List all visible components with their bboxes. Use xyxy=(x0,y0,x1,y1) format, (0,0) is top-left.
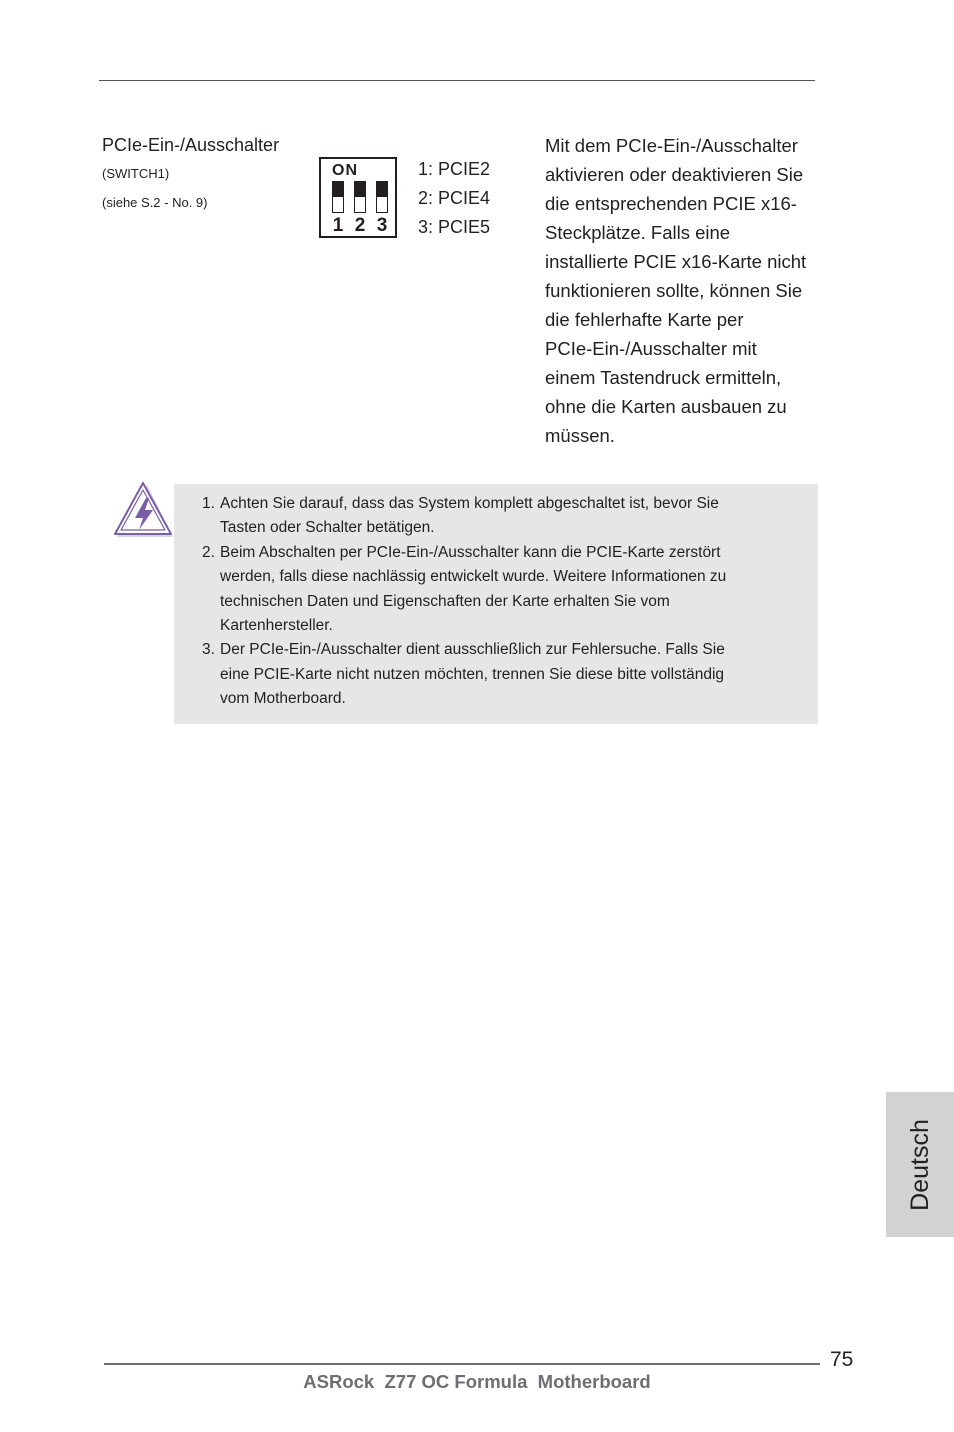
switch-knob-3 xyxy=(376,181,388,197)
section-title: PCIe-Ein-/Ausschalter xyxy=(102,135,280,155)
note-line: Achten Sie darauf, dass das System komplett abgeschaltet ist, bevor Sie xyxy=(220,495,719,512)
switch-knob-2 xyxy=(354,181,366,197)
note-line: Tasten oder Schalter betätigen. xyxy=(220,519,435,537)
switch-knob-1 xyxy=(332,181,344,197)
top-rule xyxy=(99,80,815,81)
description-line: Mit dem PCIe-Ein-/Ausschalter xyxy=(545,135,798,156)
switch-number-3: 3 xyxy=(376,215,388,236)
bottom-rule xyxy=(104,1363,820,1365)
note-line: eine PCIE-Karte nicht nutzen möchten, trennen Sie diese bitte vollständig xyxy=(220,665,725,683)
description-text xyxy=(545,131,825,450)
dip-switch-diagram xyxy=(319,157,397,238)
note-line: Der PCIe-Ein-/Ausschalter dient ausschließlich zur Fehlersuche. Falls Sie xyxy=(220,641,725,659)
switch-on-label: ON xyxy=(332,162,358,179)
pcie-mapping-item: 2: PCIE4 xyxy=(418,188,491,208)
description-line: installierte PCIE x16-Karte nicht xyxy=(545,251,807,272)
description-line: PCIe-Ein-/Ausschalter mit xyxy=(545,338,757,359)
note-line: vom Motherboard. xyxy=(220,690,346,708)
switch-id: (SWITCH1) xyxy=(102,166,170,181)
description-line: ohne die Karten ausbauen zu xyxy=(545,396,787,417)
language-tab-label: Deutsch xyxy=(906,1118,934,1211)
notes-list xyxy=(202,492,802,712)
pcie-mapping-list xyxy=(418,155,490,242)
description-line: funktionieren sollte, können Sie xyxy=(545,280,803,301)
description-line: einem Tastendruck ermitteln, xyxy=(545,367,782,388)
switch-number-2: 2 xyxy=(354,215,366,236)
note-line: technischen Daten und Eigenschaften der Karte erhalten Sie vom xyxy=(220,592,670,610)
note-item xyxy=(202,638,802,711)
warning-triangle-lightning-icon xyxy=(113,482,175,540)
switch-number-1: 1 xyxy=(332,215,344,236)
page-number: 75 xyxy=(830,1348,854,1371)
language-tab xyxy=(886,1092,954,1237)
description-line: aktivieren oder deaktivieren Sie xyxy=(545,164,804,185)
switch-slot-3 xyxy=(376,181,388,213)
note-line: Kartenhersteller. xyxy=(220,617,333,635)
note-number: 1. xyxy=(202,495,215,512)
note-item xyxy=(202,492,802,541)
note-number: 2. xyxy=(202,543,215,561)
description-line: die fehlerhafte Karte per xyxy=(545,309,744,330)
description-line: müssen. xyxy=(545,425,615,446)
pcie-mapping-item: 1: PCIE2 xyxy=(418,159,491,179)
note-item xyxy=(202,541,802,639)
note-number: 3. xyxy=(202,641,215,659)
note-line: Beim Abschalten per PCIe-Ein-/Ausschalter kann die PCIE-Karte zerstört xyxy=(220,543,721,561)
pcie-mapping-item: 3: PCIE5 xyxy=(418,217,491,237)
description-line: Steckplätze. Falls eine xyxy=(545,222,731,243)
note-line: werden, falls diese nachlässig entwickelt wurde. Weitere Informationen zu xyxy=(220,568,727,586)
page-reference: (siehe S.2 - No. 9) xyxy=(102,195,208,210)
switch-slot-1 xyxy=(332,181,344,213)
switch-slot-2 xyxy=(354,181,366,213)
footer-title: ASRock Z77 OC Formula Motherboard xyxy=(303,1371,651,1392)
description-line: die entsprechenden PCIE x16- xyxy=(545,193,797,214)
